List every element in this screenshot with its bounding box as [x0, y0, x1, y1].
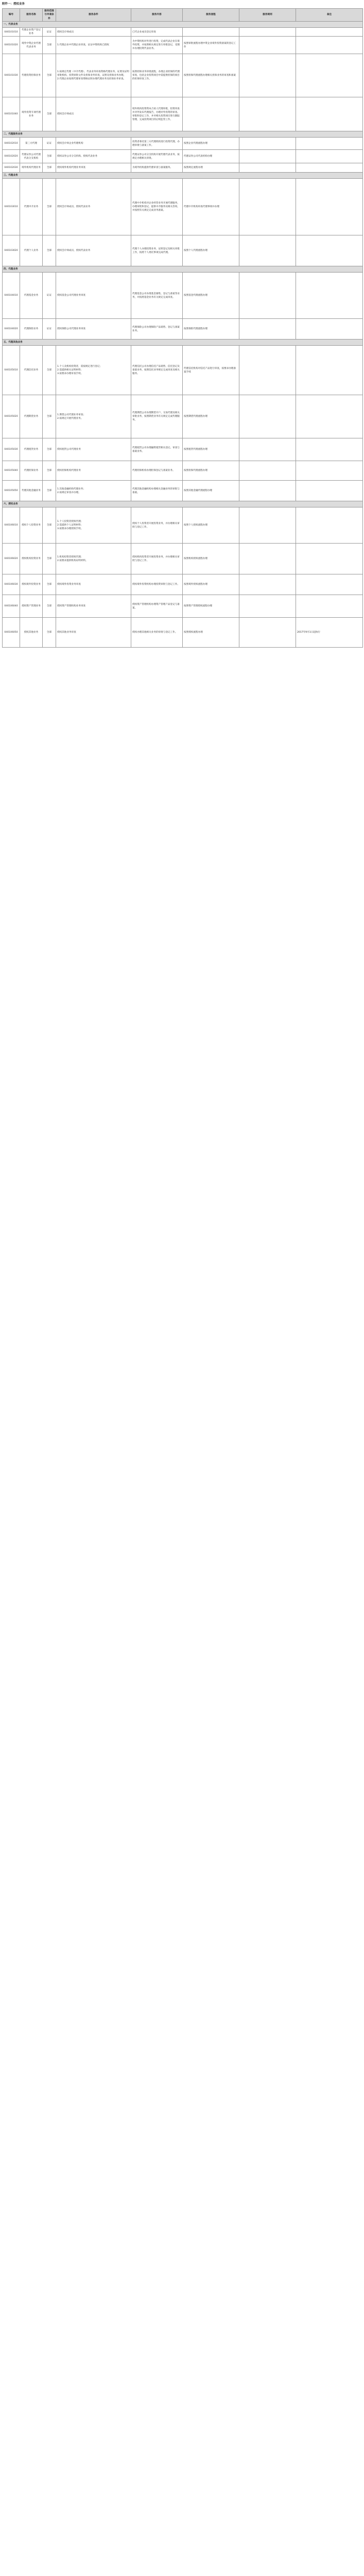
cell-rule: [239, 150, 296, 163]
cell-condition: 授权证券公司分支机构、授权代表业务: [56, 150, 131, 163]
cell-note: [296, 97, 363, 131]
cell-service-name: 境外机构代理业务: [20, 163, 43, 173]
cell-note: [296, 37, 363, 54]
cell-content: 授权办理其他相关业务的审批与登记工作。: [131, 618, 183, 648]
cell-service-name: 授权机构投资业务: [20, 544, 43, 574]
cell-service-name: 授权资产管理业务: [20, 595, 43, 618]
cell-content: 授权个人投资者开展投资业务，并办理相关审批与登记工作。: [131, 507, 183, 544]
cell-note: [296, 150, 363, 163]
cell-condition: 授权担保机构代理业务: [56, 461, 131, 481]
cell-note: [296, 544, 363, 574]
cell-condition: 授权其他业务审查: [56, 618, 131, 648]
cell-flow: 代理信托机构对信托产品进行审查，按要求办理备案手续: [183, 346, 239, 395]
cell-condition: 1.个人及机构投资者，需按规定进行登记； 2.需提供相关证明材料； 3.按要求办理审查手续。: [56, 346, 131, 395]
cell-flow: 按照租赁代理流程办理: [183, 438, 239, 461]
cell-service-name: 代理其他金融业务: [20, 481, 43, 501]
cell-content: 按照担保业务审批流程，办理企业担保的代理审查，包括企业投资项目中需提供担保的项目的担保审查工作。: [131, 54, 183, 97]
cell-condition: 1.个人投资者授权代理； 2.需提供个人证明材料； 3.按要求办理授权手续。: [56, 507, 131, 544]
cell-code: 040106010: [3, 507, 20, 544]
col-header-condition: 服务条件: [56, 9, 131, 22]
col-header-name: 服务名称: [20, 9, 43, 22]
cell-service-name: 代理租赁业务: [20, 438, 43, 461]
cell-rule: [239, 179, 296, 235]
table-row: [3, 481, 363, 501]
cell-scope: 全部: [43, 438, 56, 461]
col-header-rule: 服务规则: [239, 9, 296, 22]
cell-rule: [239, 37, 296, 54]
cell-scope: 全部: [43, 395, 56, 438]
cell-note: [296, 273, 363, 319]
cell-note: [296, 138, 363, 150]
cell-scope: 全部: [43, 595, 56, 618]
cell-condition: 授权会计师成员: [56, 97, 131, 131]
table-row: [3, 150, 363, 163]
cell-note: [296, 481, 363, 501]
cell-condition: 授权基金公司代理业务审查: [56, 273, 131, 319]
cell-code: 040106040: [3, 595, 20, 618]
cell-condition: 1.期货公司代理业务审查； 2.按规定开展代理业务。: [56, 395, 131, 438]
table-row: [3, 273, 363, 319]
cell-flow: 按照授权流程办理: [183, 618, 239, 648]
cell-service-name: 授权个人投资业务: [20, 507, 43, 544]
cell-note: [296, 595, 363, 618]
cell-service-name: 授权境外投资业务: [20, 574, 43, 595]
cell-flow: 按照保险代理流程办理: [183, 319, 239, 340]
table-row: [3, 595, 363, 618]
cell-code: 040102020: [3, 150, 20, 163]
col-header-note: 备注: [296, 9, 363, 22]
cell-flow: 按照基金代理流程办理: [183, 273, 239, 319]
cell-code: 040101010: [3, 28, 20, 37]
cell-content: 投资者委托第三方代理机构进行投资代理，办理审批与备案工作。: [131, 138, 183, 150]
cell-service-name: 代理中介业务: [20, 179, 43, 235]
cell-scope: 全部: [43, 37, 56, 54]
table-row: [3, 28, 363, 37]
section-row: [3, 340, 363, 346]
section-row: [3, 22, 363, 28]
cell-scope: 全部: [43, 481, 56, 501]
authorization-table: [2, 8, 363, 648]
cell-note: [296, 54, 363, 97]
cell-code: 040102030: [3, 163, 20, 173]
cell-scope: 全部: [43, 544, 56, 574]
cell-service-name: 代理投资担保业务: [20, 54, 43, 97]
cell-content: 代理信托公司办理信托产品销售、信托登记及备案业务，按照信托业务规定完成审查及相关服务。: [131, 346, 183, 395]
cell-condition: 1.代理企业中代理企业审查，证证中资机构已授权: [56, 37, 131, 54]
cell-flow: 按照资产管理授权流程办理: [183, 595, 239, 618]
cell-condition: 授权会计师成员、授权代表业务: [56, 179, 131, 235]
cell-scope: 全部: [43, 574, 56, 595]
cell-rule: [239, 273, 296, 319]
table-row: [3, 235, 363, 266]
cell-note: [296, 163, 363, 173]
cell-code: 040104020: [3, 319, 20, 340]
cell-flow: 按照境外授权流程办理: [183, 574, 239, 595]
section-row: [3, 266, 363, 273]
cell-content: 为中资机构对外进行投资，完成代表企业在境外投资，并按照相关规定进行审批登记，受理并办理投资代表业务。: [131, 37, 183, 54]
cell-service-name: 代理基金业务: [20, 273, 43, 319]
table-row: [3, 618, 363, 648]
cell-rule: [239, 461, 296, 481]
section-label: 一、代表业务: [3, 22, 363, 28]
cell-scope: 全部: [43, 54, 56, 97]
cell-scope: 证证: [43, 273, 56, 319]
cell-service-name: 代理信托业务: [20, 346, 43, 395]
cell-content: 授权境外投资机构办理投资审批与登记工作。: [131, 574, 183, 595]
cell-scope: 全部: [43, 150, 56, 163]
cell-rule: [239, 97, 296, 131]
cell-flow: 按照规定流程办理: [183, 163, 239, 173]
document-title: 附件一：授权业务: [0, 0, 364, 8]
cell-condition: 授权资产管理机构业务审查: [56, 595, 131, 618]
cell-content: 代理个人办理投资业务、证照登记及相关审批工作，按照个人委托事项完成代理。: [131, 235, 183, 266]
cell-flow: 按照个人授权流程办理: [183, 507, 239, 544]
cell-service-name: 代理担保业务: [20, 461, 43, 481]
table-row: [3, 97, 363, 131]
cell-scope: 全部: [43, 507, 56, 544]
cell-code: 040105020: [3, 395, 20, 438]
cell-code: 040101040: [3, 97, 20, 131]
cell-service-name: 授权其他业务: [20, 618, 43, 648]
cell-content: 已代企业成员登记审查: [131, 28, 183, 37]
cell-flow: 按照其他金融代理流程办理: [183, 481, 239, 501]
table-row: [3, 507, 363, 544]
cell-service-name: 第三方代理: [20, 138, 43, 150]
cell-note: [296, 346, 363, 395]
cell-rule: [239, 138, 296, 150]
cell-rule: [239, 618, 296, 648]
cell-code: 040105030: [3, 438, 20, 461]
cell-flow: 按照担保代理流程办理相关担保业务的审查和备案: [183, 54, 239, 97]
table-row: [3, 138, 363, 150]
cell-scope: 证证: [43, 319, 56, 340]
table-row: [3, 544, 363, 574]
col-header-scope: 服务范围与申请条件: [43, 9, 56, 22]
table-row: [3, 54, 363, 97]
cell-rule: [239, 481, 296, 501]
section-label: 三、代理业务: [3, 173, 363, 179]
cell-scope: 全部: [43, 97, 56, 131]
cell-scope: 全部: [43, 179, 56, 235]
cell-content: 为境外机构提供代理审查与备案服务。: [131, 163, 183, 173]
cell-content: 代理保险公司办理保险产品销售、登记与备案业务。: [131, 319, 183, 340]
table-row: [3, 574, 363, 595]
table-body: [3, 22, 363, 648]
cell-code: 040105040: [3, 461, 20, 481]
cell-condition: 1.机构投资者授权代理； 2.按要求提供机构证明材料。: [56, 544, 131, 574]
cell-service-name: 代理个人业务: [20, 235, 43, 266]
cell-condition: 授权境外机构代理业务审查: [56, 163, 131, 173]
cell-code: 040102010: [3, 138, 20, 150]
cell-rule: [239, 595, 296, 618]
cell-content: 代理租赁公司办理融资租赁相关登记、审查与备案业务。: [131, 438, 183, 461]
cell-content: 代理其他金融机构办理相关金融业务的审批与备案。: [131, 481, 183, 501]
cell-code: 040106050: [3, 618, 20, 648]
table-row: [3, 319, 363, 340]
cell-code: 040106020: [3, 544, 20, 574]
cell-service-name: 代理企业资产登记业务: [20, 28, 43, 37]
cell-flow: 按照担保代理流程办理: [183, 461, 239, 481]
cell-flow: [183, 28, 239, 37]
section-label: 四、代理业务: [3, 266, 363, 273]
cell-rule: [239, 507, 296, 544]
cell-note: [296, 507, 363, 544]
cell-rule: [239, 28, 296, 37]
cell-rule: [239, 544, 296, 574]
cell-rule: [239, 235, 296, 266]
section-row: [3, 173, 363, 179]
cell-flow: 按照期货代理流程办理: [183, 395, 239, 438]
section-row: [3, 501, 363, 507]
cell-note: [296, 395, 363, 438]
cell-code: 040101020: [3, 37, 20, 54]
cell-flow: [183, 97, 239, 131]
cell-scope: 证证: [43, 28, 56, 37]
table-header-row: [3, 9, 363, 22]
cell-content: 代理证券公司分支机构开展代理代表业务，按规定办理相关审批。: [131, 150, 183, 163]
table-row: [3, 438, 363, 461]
cell-rule: [239, 346, 296, 395]
cell-rule: [239, 319, 296, 340]
cell-service-name: 代理证券公司代理代表分支机构: [20, 150, 43, 163]
cell-note: 2017年9月1日起执行: [296, 618, 363, 648]
table-row: [3, 37, 363, 54]
cell-flow: 按照企业代理流程办理: [183, 138, 239, 150]
cell-content: 授权机构投资者开展投资业务，并办理相关审批与登记工作。: [131, 544, 183, 574]
cell-code: 040105010: [3, 346, 20, 395]
table-row: [3, 163, 363, 173]
cell-code: 040103020: [3, 235, 20, 266]
cell-flow: 按照机构授权流程办理: [183, 544, 239, 574]
cell-note: [296, 319, 363, 340]
cell-content: 代理中介机构对企业经营业务开展代理服务，办理审批和登记，提供中介服务及相关咨询，并按照有关规定完成业务备案。: [131, 179, 183, 235]
section-label: 六、授权业务: [3, 501, 363, 507]
cell-code: 040106030: [3, 574, 20, 595]
table-row: [3, 346, 363, 395]
cell-condition: 授权会计师成员、授权代表业务: [56, 235, 131, 266]
cell-rule: [239, 438, 296, 461]
cell-rule: [239, 574, 296, 595]
cell-service-name: 境外中资企业代理代表业务: [20, 37, 43, 54]
cell-rule: [239, 163, 296, 173]
col-header-flow: 服务流程: [183, 9, 239, 22]
cell-condition: 授权会计师成员: [56, 28, 131, 37]
section-label: 二、代理服务业务: [3, 131, 363, 138]
cell-content: 境外机构投资资本合伙人代理审批，投资审查并对外发布代理报告，办理对外投资的审查、审批和登记工作，并对相关投资项目进行跟踪管理，完成投资项目的后续监管工作。: [131, 97, 183, 131]
cell-flow: 按照审批流程办理中资企业境外投资备案的登记工作: [183, 37, 239, 54]
cell-content: 授权资产管理机构办理资产管理产品登记与备案。: [131, 595, 183, 618]
cell-content: 代理期货公司办理期货开户、交易代理及相关审批业务，按照期货业务有关规定完成代理服务。: [131, 395, 183, 438]
cell-service-name: 代理期货业务: [20, 395, 43, 438]
cell-condition: 授权保险公司代理业务审查: [56, 319, 131, 340]
cell-condition: 授权境外投资业务审查: [56, 574, 131, 595]
cell-scope: 证证: [43, 138, 56, 150]
cell-flow: 代理中介机构审查代理事项并办理: [183, 179, 239, 235]
cell-scope: 全部: [43, 618, 56, 648]
cell-condition: 授权租赁公司代理业务: [56, 438, 131, 461]
cell-note: [296, 179, 363, 235]
cell-note: [296, 438, 363, 461]
cell-flow: 代理证券公司代表机构办理: [183, 150, 239, 163]
cell-code: 040101030: [3, 54, 20, 97]
cell-condition: 授权会计师企业代理机构: [56, 138, 131, 150]
cell-note: [296, 28, 363, 37]
cell-scope: 全部: [43, 346, 56, 395]
cell-flow: 按照个人代理流程办理: [183, 235, 239, 266]
cell-service-name: 境外投资专项代理业务: [20, 97, 43, 131]
cell-note: [296, 235, 363, 266]
cell-content: 代理担保机构办理担保登记与备案业务。: [131, 461, 183, 481]
cell-scope: 全部: [43, 163, 56, 173]
table-row: [3, 395, 363, 438]
section-label: 五、代理其他业务: [3, 340, 363, 346]
cell-code: 040103010: [3, 179, 20, 235]
cell-condition: 1.按规定代理（中介代理）、代表业务审查资格代理业务，证照及证明审批机构、投资审批文件及担保业务审查，证照及担保业务办理。 2.代理企业按照代理审查资格证照办理代理业务及担保业务审查。: [56, 54, 131, 97]
cell-rule: [239, 395, 296, 438]
cell-scope: 全部: [43, 235, 56, 266]
cell-code: 040104010: [3, 273, 20, 319]
col-header-code: 编号: [3, 9, 20, 22]
cell-rule: [239, 54, 296, 97]
col-header-content: 服务内容: [131, 9, 183, 22]
cell-condition: 1.其他金融机构代理业务； 2.按规定审查并办理。: [56, 481, 131, 501]
table-row: [3, 461, 363, 481]
table-row: [3, 179, 363, 235]
section-row: [3, 131, 363, 138]
cell-note: [296, 574, 363, 595]
cell-note: [296, 461, 363, 481]
cell-code: 040105050: [3, 481, 20, 501]
cell-service-name: 代理保险业务: [20, 319, 43, 340]
cell-content: 代理基金公司办理基金募集、登记与备案等业务，并按照基金业务有关规定完成审查。: [131, 273, 183, 319]
cell-scope: 全部: [43, 461, 56, 481]
